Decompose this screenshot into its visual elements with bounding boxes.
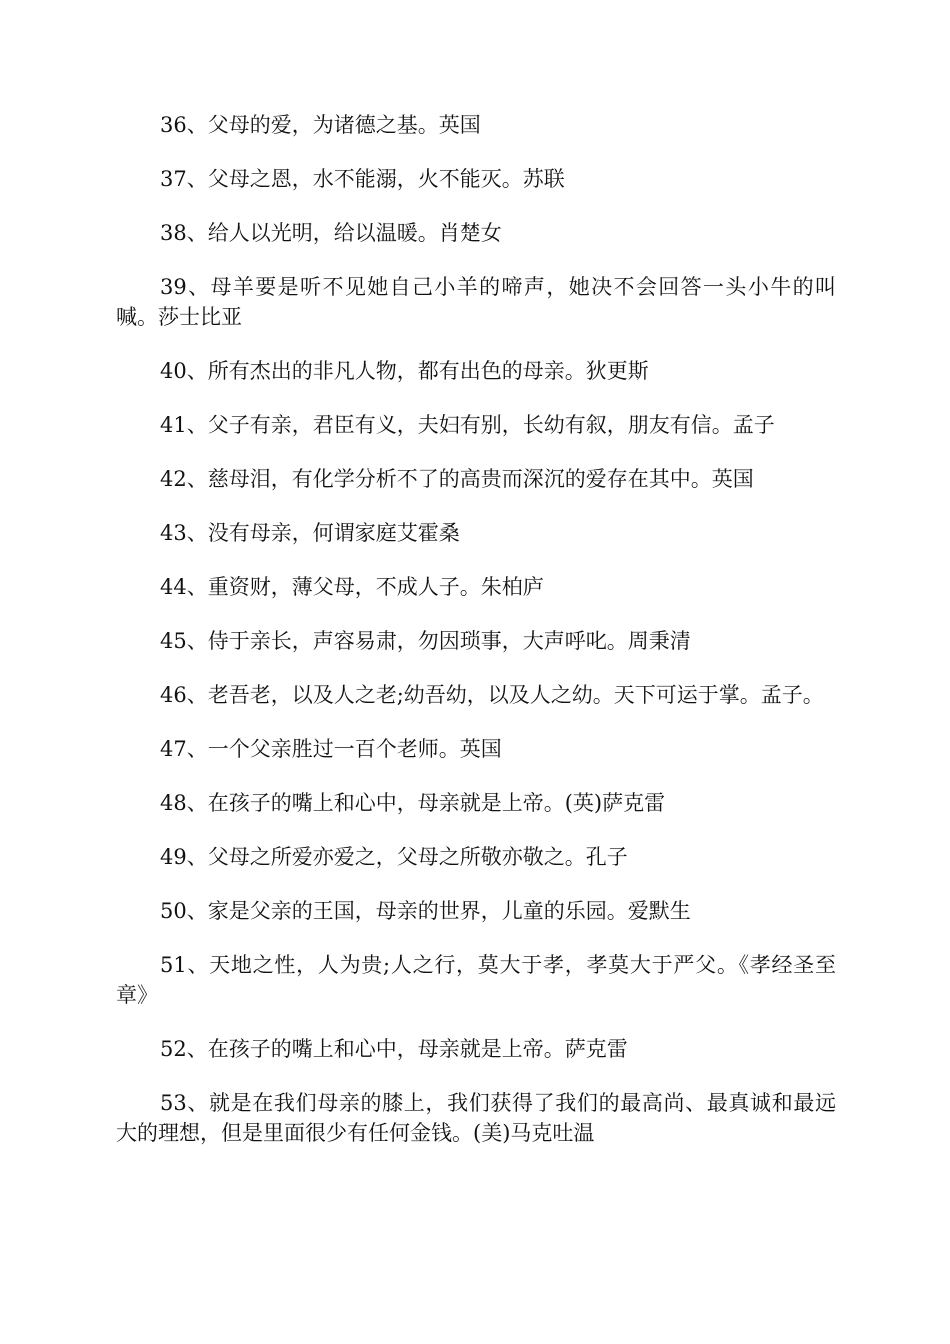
quote-paragraph: 45、侍于亲长，声容易肃，勿因琐事，大声呼叱。周秉清	[160, 629, 691, 653]
quote-paragraph: 43、没有母亲，何谓家庭艾霍桑	[160, 521, 460, 545]
quote-paragraph: 46、老吾老，以及人之老;幼吾幼，以及人之幼。天下可运于掌。孟子。	[160, 683, 824, 707]
quote-paragraph: 42、慈母泪，有化学分析不了的高贵而深沉的爱存在其中。英国	[160, 467, 754, 491]
quote-paragraph: 36、父母的爱，为诸德之基。英国	[160, 113, 481, 137]
quote-paragraph: 48、在孩子的嘴上和心中，母亲就是上帝。(英)萨克雷	[160, 791, 666, 815]
document-body	[116, 110, 836, 1172]
quote-paragraph: 37、父母之恩，水不能溺，火不能灭。苏联	[160, 167, 565, 191]
quote-paragraph: 38、给人以光明，给以温暖。肖楚女	[160, 221, 502, 245]
quote-paragraph: 53、就是在我们母亲的膝上，我们获得了我们的最高尚、最真诚和最远大的理想，但是里面很少有任何金钱。(美)马克吐温	[116, 1091, 836, 1145]
quote-paragraph: 44、重资财，薄父母，不成人子。朱柏庐	[160, 575, 544, 599]
quote-paragraph: 39、母羊要是听不见她自己小羊的啼声，她决不会回答一头小牛的叫喊。莎士比亚	[116, 275, 836, 329]
quote-paragraph: 50、家是父亲的王国，母亲的世界，儿童的乐园。爱默生	[160, 899, 691, 923]
quote-paragraph: 47、一个父亲胜过一百个老师。英国	[160, 737, 502, 761]
quote-paragraph: 51、天地之性，人为贵;人之行，莫大于孝，孝莫大于严父。《孝经圣至章》	[116, 953, 836, 1007]
quote-paragraph: 52、在孩子的嘴上和心中，母亲就是上帝。萨克雷	[160, 1037, 628, 1061]
quote-paragraph: 41、父子有亲，君臣有义，夫妇有别，长幼有叙，朋友有信。孟子	[160, 413, 775, 437]
quote-paragraph: 49、父母之所爱亦爱之，父母之所敬亦敬之。孔子	[160, 845, 628, 869]
quote-paragraph: 40、所有杰出的非凡人物，都有出色的母亲。狄更斯	[160, 359, 649, 383]
